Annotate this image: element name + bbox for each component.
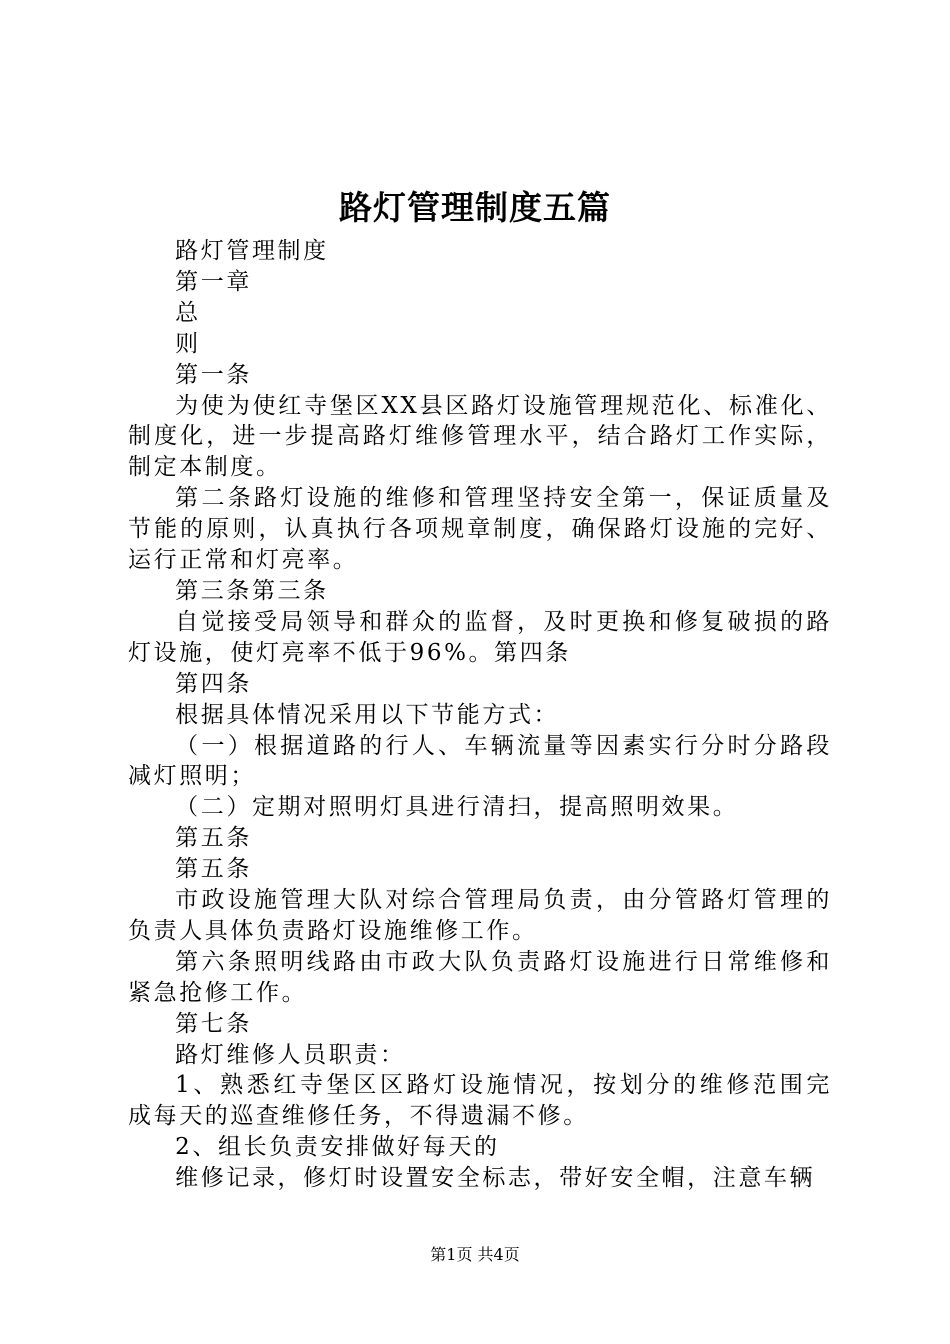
paragraph: 总	[175, 299, 201, 326]
paragraph: 第四条	[175, 670, 252, 697]
paragraph: 第一章	[175, 268, 252, 295]
document-title: 路灯管理制度五篇	[339, 188, 611, 227]
paragraph: 第六条照明线路由市政大队负责路灯设施进行日常维修和紧急抢修工作。	[128, 948, 832, 1006]
paragraph: 维修记录，修灯时设置安全标志，带好安全帽，注意车辆	[175, 1165, 816, 1192]
paragraph: 则	[175, 330, 201, 357]
paragraph: 路灯管理制度	[175, 238, 329, 264]
document-body	[128, 236, 832, 1194]
paragraph: 1、熟悉红寺堡区区路灯设施情况，按划分的维修范围完成每天的巡查维修任务，不得遗漏不修。	[128, 1072, 832, 1130]
paragraph: 路灯维修人员职责：	[175, 1041, 406, 1068]
paragraph: 第五条	[175, 825, 252, 852]
paragraph: 根据具体情况采用以下节能方式：	[175, 701, 560, 728]
paragraph: （一）根据道路的行人、车辆流量等因素实行分时分路段减灯照明；	[128, 732, 832, 790]
paragraph: 2、组长负责安排做好每天的	[175, 1134, 500, 1161]
page-footer: 第1页 共4页	[430, 1245, 520, 1264]
paragraph: 第七条	[175, 1010, 252, 1037]
paragraph: 第二条路灯设施的维修和管理坚持安全第一，保证质量及节能的原则，认真执行各项规章制度，确保路灯设施的完好、运行正常和灯亮率。	[128, 485, 832, 574]
paragraph: 市政设施管理大队对综合管理局负责，由分管路灯管理的负责人具体负责路灯设施维修工作。	[128, 887, 832, 944]
paragraph: 第一条	[175, 361, 252, 388]
paragraph: 第五条	[175, 856, 252, 883]
paragraph: 第三条第三条	[175, 577, 329, 604]
paragraph: 为使为使红寺堡区XX县区路灯设施管理规范化、标准化、制度化，进一步提高路灯维修管理水平，结合路灯工作实际，制定本制度。	[128, 392, 832, 481]
paragraph: （二）定期对照明灯具进行清扫，提高照明效果。	[175, 794, 739, 821]
paragraph: 自觉接受局领导和群众的监督，及时更换和修复破损的路灯设施，使灯亮率不低于96%。第四条	[128, 608, 832, 666]
